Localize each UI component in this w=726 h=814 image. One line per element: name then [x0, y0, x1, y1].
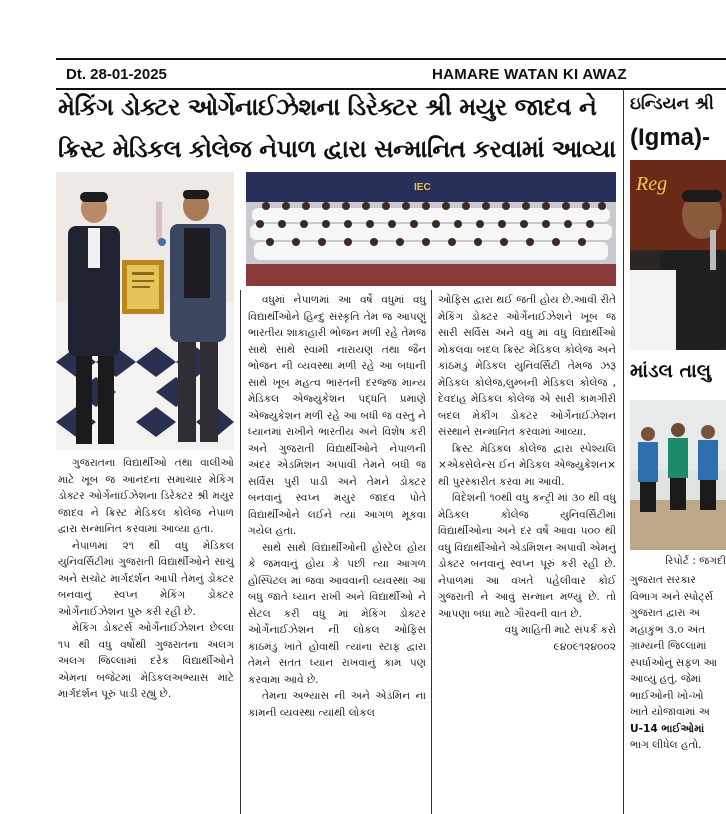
contact-phone: ૯૪૦૯૧૨૪૦૦૨: [553, 640, 616, 653]
headline-line-2: ક્રિસ્ટ મેડિકલ કોલેજ નેપાળ દ્વારા સન્માનિત કરવામાં આવ્યા: [58, 135, 616, 163]
column-divider-right: [623, 88, 624, 814]
right-text-line: U-14 ભાઈઓમાં: [630, 722, 705, 735]
newspaper-name: HAMARE WATAN KI AWAZ: [432, 66, 627, 83]
right-speaker-illustration: [630, 160, 726, 350]
right-text-line: મહાકુંભ ૩.૦ અંત: [630, 623, 706, 636]
article-column-2: [248, 292, 426, 721]
right-headline-1-line-1: ઇન્ડિયન શ્રી: [630, 94, 714, 114]
article-column-3: [438, 292, 616, 655]
right-article-text: [630, 572, 726, 754]
right-text-line: ખાતે યોજાવામાં અ: [630, 706, 710, 718]
right-text-line: ભાઈઓની ખો-ખો: [630, 689, 704, 702]
header-bottom-rule: [56, 88, 726, 90]
right-text-line: આવ્યું હતું. જેમાં: [630, 673, 701, 685]
col2-paragraph: સાથે સાથે વિદ્યાર્થીઓની હોસ્ટેલ હોય કે જમવાનું હોય કે પછી ત્યા આગળ હોસ્પિટલ માં જવા આવવાની વ્યવસ્થા આ બધુ જાતે ધ્યાન રાખી અને વિદ્યાર્થીઓ ને સેટલ કરી વધુ માં મેકિંગ ડોક્ટર ઓર્ગેનાઈઝેશન ની લોકલ ઓફિસ કાઠમંડુ ખાતે હોવાથી ત્યાંના સ્ટાફ દ્વારા તેમને સતત ધ્યાન રાખવાનું કામ પણ કરવામા આવે છે.: [248, 541, 426, 686]
article-column-1: [58, 455, 234, 703]
right-photo-banner: Reg: [636, 173, 668, 195]
col1-paragraph: નેપાળમાં ૨૧ થી વધુ મેડિકલ યુનિવર્સિટીમાં ગુજરાતી વિદ્યાર્થીઓને સાચું અને સચોટ માર્ગદર્શન આપી તેમનું ડોક્ટર બનવાનું સ્વપ્ન મેકિંગ ડોક્ટર ઓર્ગેનાઈઝેશન પુરુ કરી રહી છે.: [58, 539, 234, 618]
award-photo: [56, 172, 234, 450]
group-photo-banner: IEC: [414, 182, 431, 193]
right-sports-illustration: [630, 400, 726, 550]
right-text-line: ગ્રામ્યની જિલ્લામાં: [630, 640, 707, 652]
col2-paragraph: વધુમાં નેપાળમાં આ વર્ષે વધુમાં વધુ વિદ્યાર્થીઓને હિન્દુ સંસ્કૃતિ તેમ જ આપણું ભારતીય શાકાહારી ભોજન મળી રહે તેમજ સાથે સાથે સ્વામી નારાયણ તથા જૈન ભોજન ની વ્યવસ્થા મળી રહે આ બધાની સાથે ખૂબ મહત્વ ભારતની દરજ્જ માન્ય મેડિકલ એજ્યુકેશન પદ્ધતિ પ્રમાણે એજ્યુકેશન મળી રહે આ બધી જ વસ્તુ ને ધ્યાનમાં રાખીને ભારતીય અને વિશેષ કરી અને ગુજરાતી વિદ્યાર્થીઓને નેપાળની અંદર એડમિશન અપાવી તેમને બધી જ સર્વિસ પુરી પાડી અને તેમને ડોક્ટર બનવાનું સ્વપ્ન મયુર જાદવ પોતે વિદ્યાર્થીઓને લઈને ત્યાં આગળ મૂકવા ગયેલ હતા.: [248, 294, 426, 537]
right-headline-1-line-2: (Igma)-: [630, 124, 710, 151]
col3-paragraph: ઓફિસ દ્વારા થઈ જતી હોય છે.આવી રીતે મેકિંગ ડોક્ટર ઓર્ગેનાઈઝેશને ખૂબ જ સારી સર્વિસ અને વધુ માં વધુ વિદ્યાર્થીઓ મોકલવા બદલ ક્રિસ્ટ મેડિકલ કોલેજ અને કાંઠમંડુ મેડિકલ યુનિવર્સિટી તેમજ ઝરૂ મેડિકલ કોલેજ,લુમ્બની મેડિકલ કોલેજ , દેવદાહ મેડિકલ કોલેજ એ સારી કામગીરી બદલ મેકીંગ ડોકટર ઓર્ગેનાઈઝેશન સંસ્થાને સન્માનિત કરવામાં આવ્યા.: [438, 294, 616, 438]
issue-date: Dt. 28-01-2025: [66, 66, 167, 83]
col1-paragraph: ગુજરાતના વિદ્યાર્થીઓ તથા વાલીઓ માટે ખૂબ જ આનંદના સમાચાર મેકિંગ ડોક્ટર ઓર્ગેનાઈઝેશના ડિરેક્ટર શ્રી મયુર જાદવ ને ક્રિસ્ટ મેડિકલ કોલેજ નેપાળ દ્વારા સન્માનિત કરવામાં આવ્યા હતા.: [58, 457, 234, 535]
contact-label: વધુ માહિતી માટે સંપર્ક કરો: [504, 624, 616, 636]
right-text-line: ગુજરાત સરકાર: [630, 574, 696, 586]
right-report-credit: રિપોર્ટ : જગદી: [665, 555, 726, 567]
col3-paragraph: વિદેશની ૧૦થી વધુ કન્ટ્રી માં ૩૦ થી વધુ મેડિકલ કોલેજ યુનિવર્સિટીમાં વિદ્યાર્થીઓના અને દર વર્ષે આવા ૫૦૦ થી વધુ વિદ્યાર્થીઓને એડમિશન અપાવી એમનું ડોક્ટર બનવાનું સ્વપ્ન પૂરું કરી રહી છે. નેપાળમાં આ વખતે પહેલીવાર કોઈ ગુજરાતી ને આવું સન્માન મળ્યું છે. તો આપણા બધા માટે ગૌરવની વાત છે.: [438, 492, 616, 620]
col1-paragraph: મેકિંગ ડોક્ટર્સ ઓર્ગેનાઈઝેશન છેલ્લા ૧૫ થી વધુ વર્ષોથી ગુજરાતના અલગ અલગ જિલ્લામાં દરેક વિદ્યાર્થીઓને એમના બજેટમાં મેડિકલઅભ્યાસ માટે માર્ગદર્શન પૂરું પાડી રહ્યું છે.: [58, 622, 234, 700]
right-text-line: સ્પર્ધાઓનું સફળ આ: [630, 656, 718, 669]
col2-paragraph: તેમના અભ્યાસ ની અને એડમિન ના કામની વ્યવસ્થા ત્યાંથી લોકલ: [248, 690, 426, 719]
headline-line-1: મેકિંગ ડોક્ટર ઓર્ગેનાઈઝેશના ડિરેક્ટર શ્રી મયુર જાદવ ને: [58, 93, 597, 121]
header-top-rule: [56, 58, 726, 60]
right-text-line: વિભાગ અને સ્પોર્ટ્સ: [630, 590, 714, 603]
group-photo-illustration: [246, 172, 616, 286]
group-photo: [246, 172, 616, 286]
right-text-line: ગુજરાત દ્વારા અ: [630, 607, 701, 619]
column-divider-1: [240, 290, 241, 814]
right-text-line: ભાગ લીધેલ હતો.: [630, 739, 702, 751]
right-speaker-photo: [630, 160, 726, 350]
col3-paragraph: ક્રિસ્ટ મેડિકલ કોલેજ દ્વારા સ્પેશ્યલિ ×એક્સેલેન્સ ઈન મેડિકલ એજ્યુકેશન× થી પુરસ્કારીત કરવા મા આવી.: [438, 442, 616, 488]
right-sports-photo: [630, 400, 726, 550]
right-headline-2: માંડલ તાલુ: [630, 360, 712, 382]
column-divider-2: [431, 290, 432, 814]
award-photo-illustration: [56, 172, 234, 450]
